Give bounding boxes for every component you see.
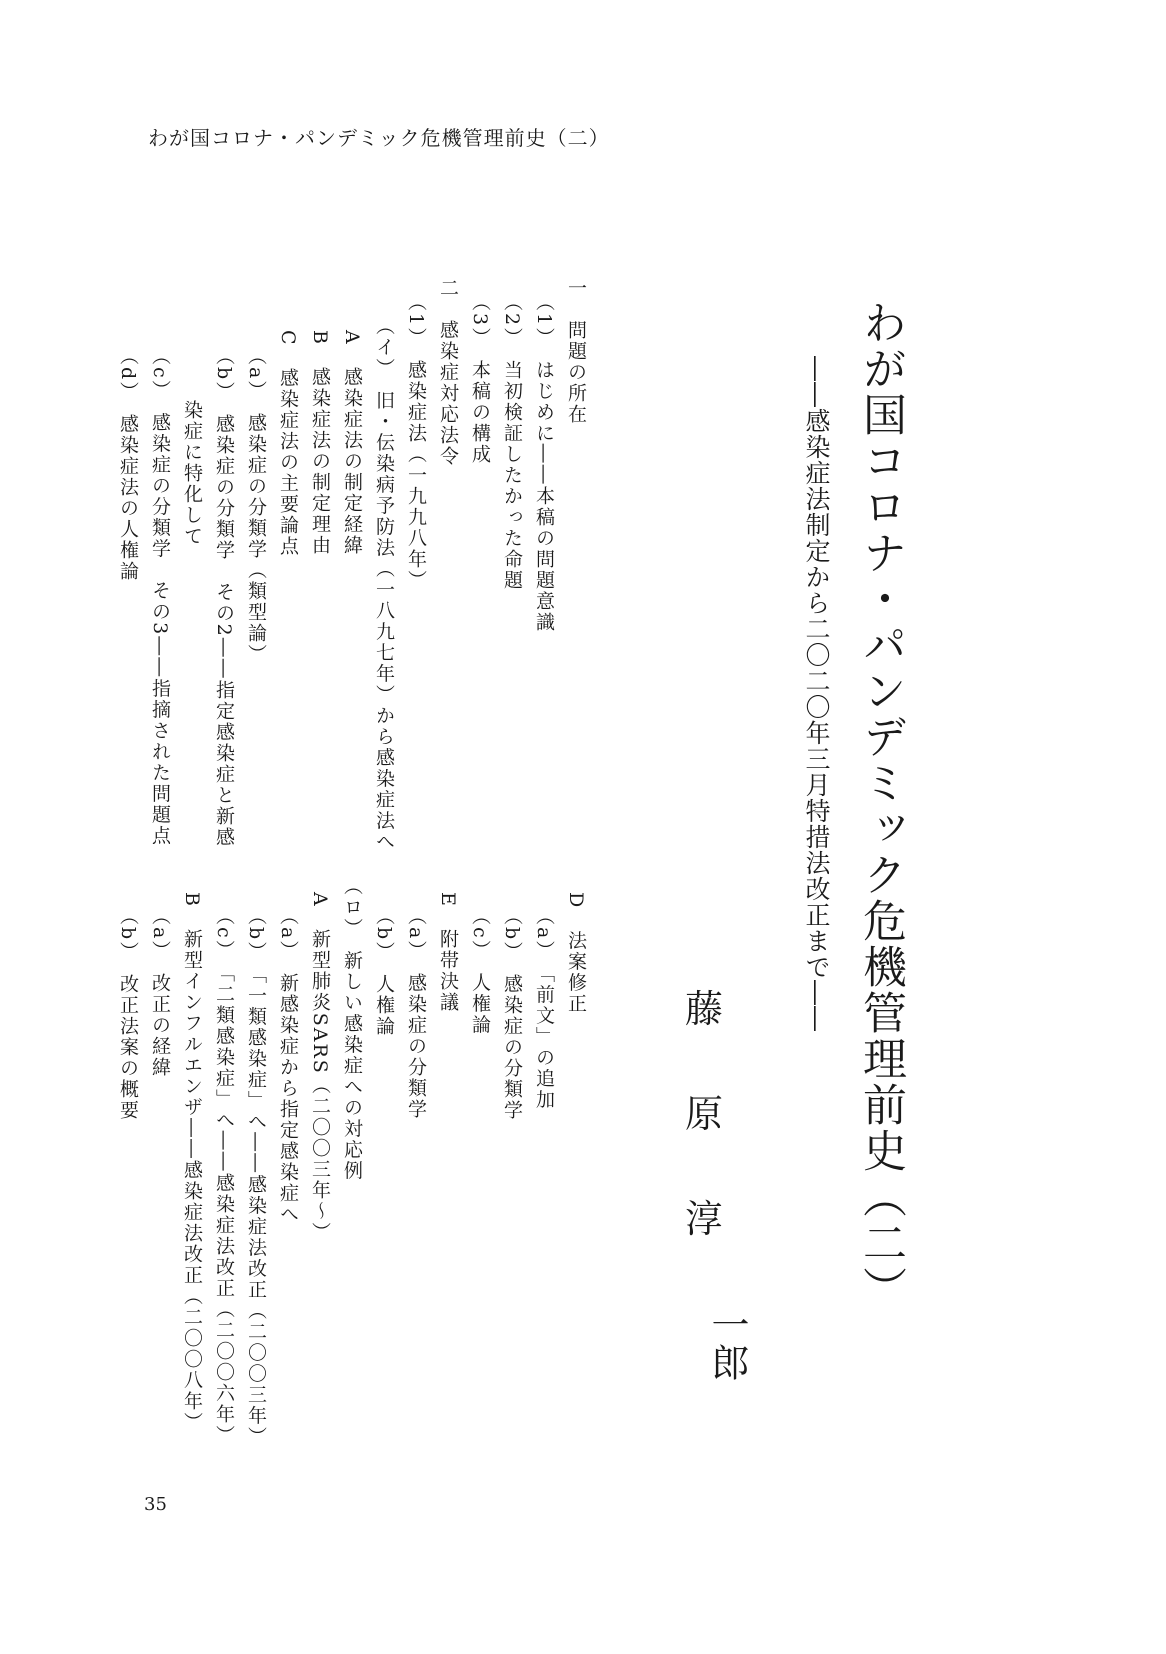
toc-item: （a） 新感染症から指定感染症へ bbox=[277, 906, 299, 1225]
toc-item: E 附帯決議 bbox=[437, 892, 459, 1013]
page-number: 35 bbox=[144, 1494, 167, 1515]
toc-item: （a） 感染症の分類学 bbox=[405, 906, 427, 1120]
toc-item: （b） 感染症の分類学 bbox=[501, 906, 523, 1121]
toc-item: （b） 人権論 bbox=[373, 906, 395, 1037]
toc-item: （c） 人権論 bbox=[469, 906, 491, 1036]
toc-item: A 感染症法の制定経緯 bbox=[341, 330, 363, 556]
article-subtitle: ――感染症法制定から二〇二〇年三月特措法改正まで―― bbox=[802, 356, 831, 1032]
toc-item: A 新型肺炎SARS（二〇〇三年～） bbox=[309, 892, 331, 1243]
toc-item: （a） 「前文」の追加 bbox=[533, 906, 555, 1111]
author-char: 淳 bbox=[684, 1197, 723, 1241]
running-header: わが国コロナ・パンデミック危機管理前史（二） bbox=[148, 126, 610, 150]
toc-item: C 感染症法の主要論点 bbox=[277, 330, 299, 557]
toc-item: （3） 本稿の構成 bbox=[469, 292, 491, 465]
toc-item: （1） 感染症法（一九九八年） bbox=[405, 292, 427, 591]
toc-item: （a） 改正の経緯 bbox=[149, 906, 171, 1078]
author-char: 一郎 bbox=[705, 1305, 749, 1381]
article-title: わが国コロナ・パンデミック危機管理前史（二） bbox=[855, 300, 906, 1312]
author-name bbox=[674, 987, 749, 1410]
toc-item: （ロ） 新しい感染症への対応例 bbox=[341, 876, 363, 1182]
author-char: 原 bbox=[684, 1092, 723, 1136]
toc-item: B 感染症法の制定理由 bbox=[309, 330, 331, 556]
toc-item: 二 感染症対応法令 bbox=[437, 278, 459, 467]
toc-item: （a） 感染症の分類学（類型論） bbox=[245, 346, 267, 665]
toc-item: （1） はじめに――本稿の問題意識 bbox=[533, 292, 555, 633]
toc-item: （イ） 旧・伝染病予防法（一八九七年）から感染症法へ bbox=[373, 316, 395, 853]
toc-item: （c） 「二類感染症」へ――感染症法改正（二〇〇六年） bbox=[213, 906, 235, 1446]
toc-item: B 新型インフルエンザ――感染症法改正（二〇〇八年） bbox=[181, 892, 203, 1433]
toc-item: （b） 改正法案の概要 bbox=[117, 906, 139, 1121]
toc-item: （d） 感染症法の人権論 bbox=[117, 346, 139, 582]
toc-item: （2） 当初検証したかった命題 bbox=[501, 292, 523, 591]
author-char: 藤 bbox=[684, 987, 723, 1031]
toc-item: （b） 感染症の分類学 その2――指定感染症と新感 bbox=[213, 346, 235, 848]
toc-item: 染症に特化して bbox=[181, 400, 203, 547]
toc-item: 一 問題の所在 bbox=[565, 278, 587, 425]
toc-item: （c） 感染症の分類学 その3――指摘された問題点 bbox=[149, 346, 171, 847]
toc-item: D 法案修正 bbox=[565, 892, 587, 1015]
toc-item: （b） 「一類感染症」へ――感染症法改正（二〇〇三年） bbox=[245, 906, 267, 1448]
